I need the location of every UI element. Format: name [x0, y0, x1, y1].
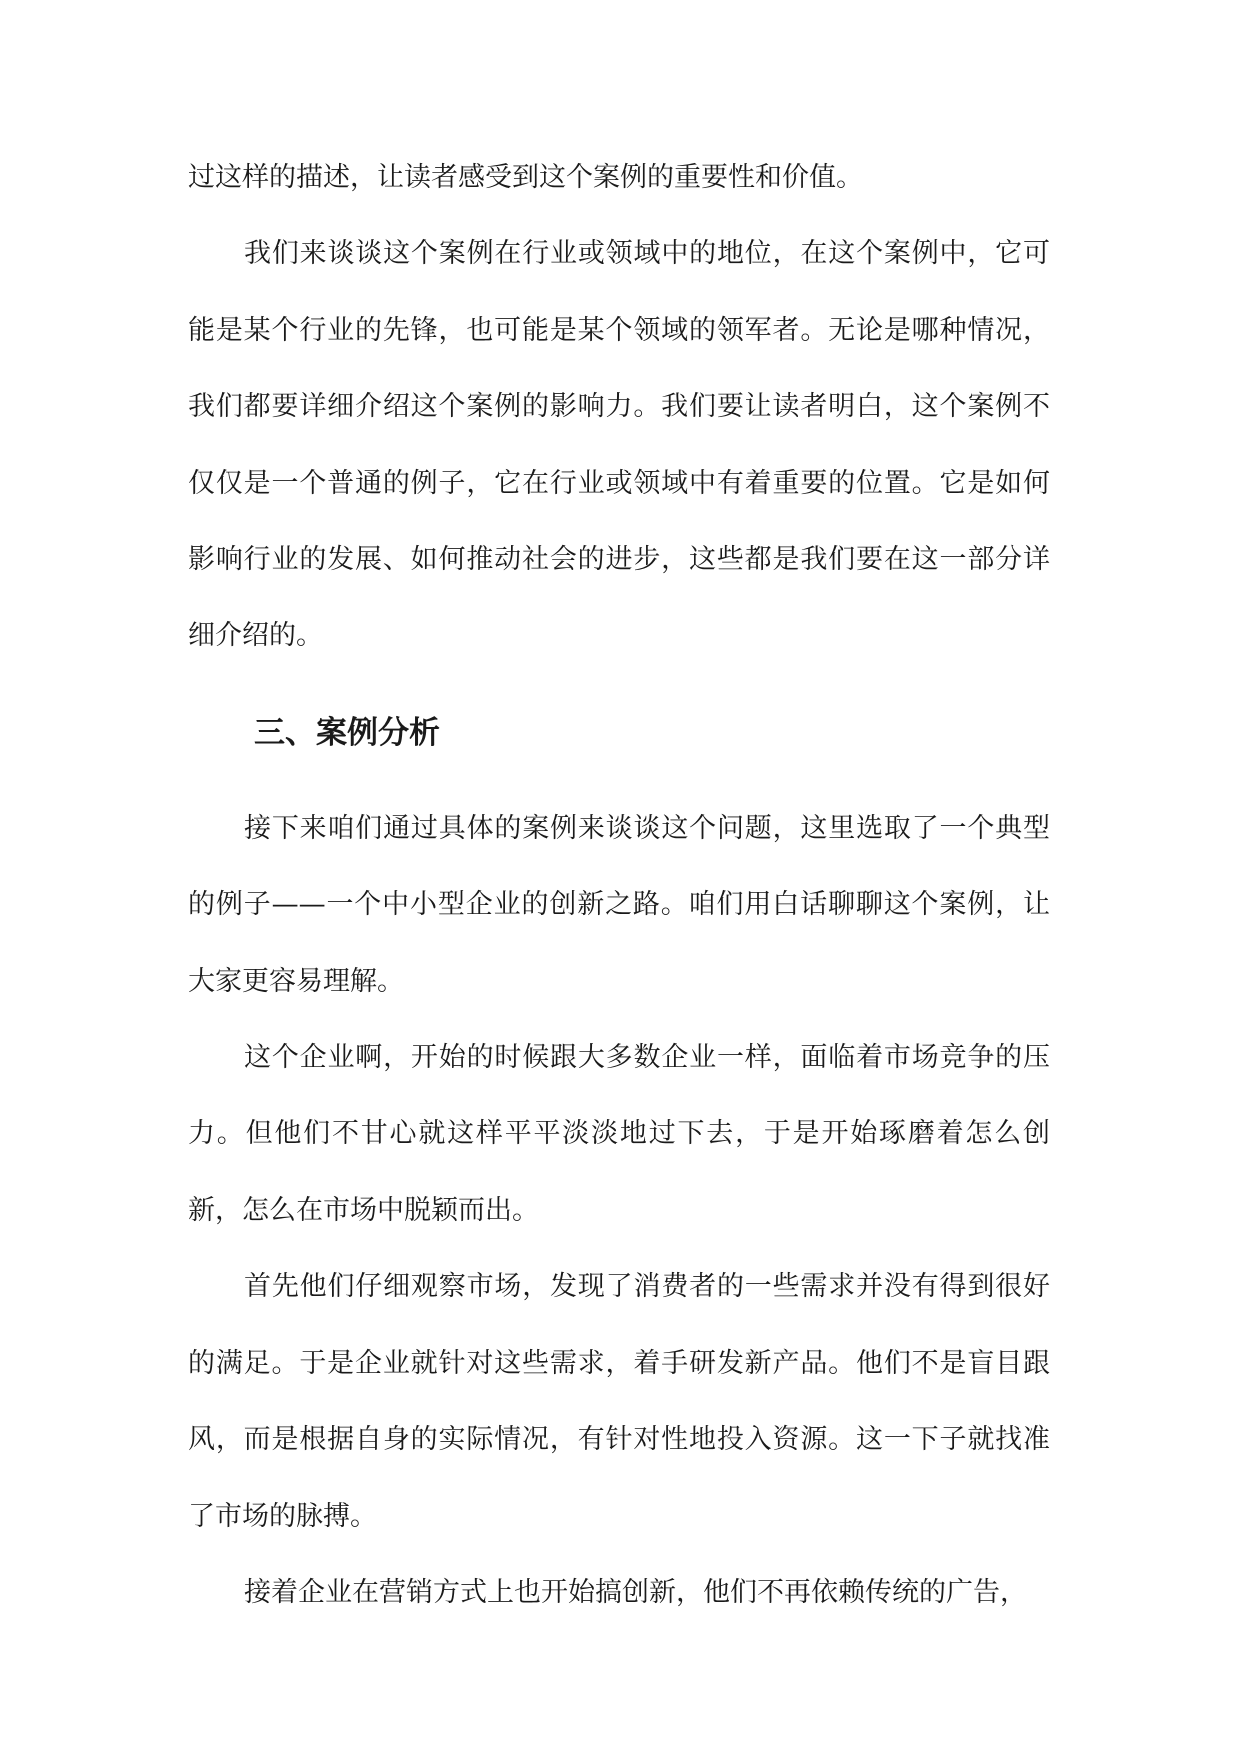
paragraph-industry-position: 我们来谈谈这个案例在行业或领域中的地位，在这个案例中，它可能是某个行业的先锋，也可能是某个领域的领军者。无论是哪种情况，我们都要详细介绍这个案例的影响力。我们要让读者明白，这个案例不仅仅是一个普通的例子，它在行业或领域中有着重要的位置。它是如何影响行业的发展、如何推动社会的进步，这些都是我们要在这一部分详细介绍的。 [188, 238, 1050, 652]
paragraph-market-pressure: 这个企业啊，开始的时候跟大多数企业一样，面临着市场竞争的压力。但他们不甘心就这样平平淡淡地过下去，于是开始琢磨着怎么创新，怎么在市场中脱颖而出。 [188, 1042, 1050, 1226]
section-heading: 三、案例分析 [254, 714, 440, 751]
paragraph-marketing-innovation: 接着企业在营销方式上也开始搞创新，他们不再依赖传统的广告， [244, 1576, 1027, 1608]
paragraph-case-intro: 接下来咱们通过具体的案例来谈谈这个问题，这里选取了一个典型的例子——一个中小型企业的创新之路。咱们用白话聊聊这个案例，让大家更容易理解。 [188, 812, 1050, 997]
paragraph-continuation: 过这样的描述，让读者感受到这个案例的重要性和价值。 [188, 162, 863, 193]
document-body [188, 140, 1050, 1631]
paragraph-product-innovation: 首先他们仔细观察市场，发现了消费者的一些需求并没有得到很好的满足。于是企业就针对这些需求，着手研发新产品。他们不是盲目跟风，而是根据自身的实际情况，有针对性地投入资源。这一下子就找准了市场的脉搏。 [188, 1271, 1050, 1532]
